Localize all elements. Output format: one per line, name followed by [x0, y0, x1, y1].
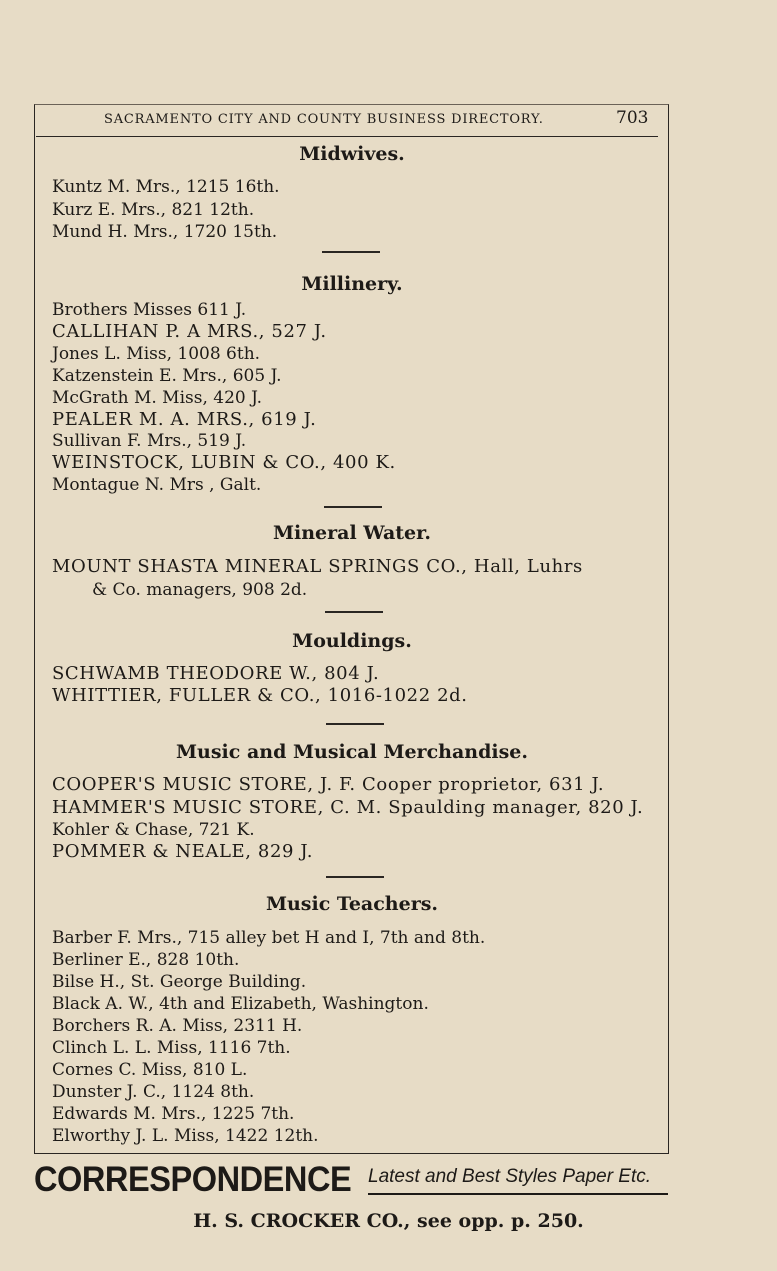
list-item: Kohler & Chase, 721 K.	[52, 820, 255, 840]
section-title-millinery: Millinery.	[301, 273, 403, 295]
list-item: Cornes C. Miss, 810 L.	[52, 1060, 248, 1080]
list-item: Edwards M. Mrs., 1225 7th.	[52, 1104, 295, 1124]
section-divider	[324, 506, 382, 508]
list-item: Sullivan F. Mrs., 519 J.	[52, 431, 247, 451]
section-divider	[325, 611, 383, 613]
list-item: CALLIHAN P. A MRS., 527 J.	[52, 321, 327, 342]
list-item: Barber F. Mrs., 715 alley bet H and I, 7th and 8th.	[52, 928, 486, 948]
list-item: Bilse H., St. George Building.	[52, 972, 307, 992]
list-item: McGrath M. Miss, 420 J.	[52, 388, 263, 408]
list-item: Elworthy J. L. Miss, 1422 12th.	[52, 1126, 319, 1146]
list-item: WEINSTOCK, LUBIN & CO., 400 K.	[52, 452, 396, 473]
list-item: SCHWAMB THEODORE W., 804 J.	[52, 663, 380, 684]
ad-footer: H. S. CROCKER CO., see opp. p. 250.	[193, 1210, 584, 1232]
list-item: WHITTIER, FULLER & CO., 1016-1022 2d.	[52, 685, 468, 706]
ad-rule	[368, 1193, 668, 1195]
list-item: Katzenstein E. Mrs., 605 J.	[52, 366, 282, 386]
list-item: Mund H. Mrs., 1720 15th.	[52, 222, 278, 242]
header-rule	[36, 136, 658, 137]
list-item: Kurz E. Mrs., 821 12th.	[52, 200, 255, 220]
list-item: Clinch L. L. Miss, 1116 7th.	[52, 1038, 291, 1058]
list-item: & Co. managers, 908 2d.	[92, 580, 308, 600]
list-item: Jones L. Miss, 1008 6th.	[52, 344, 261, 364]
list-item: HAMMER'S MUSIC STORE, C. M. Spaulding manager, 820 J.	[52, 797, 644, 818]
section-title-midwives: Midwives.	[299, 143, 405, 165]
section-title-mouldings: Mouldings.	[292, 630, 412, 652]
list-item: Berliner E., 828 10th.	[52, 950, 240, 970]
running-title: SACRAMENTO CITY AND COUNTY BUSINESS DIRECTORY.	[104, 112, 544, 127]
list-item: Borchers R. A. Miss, 2311 H.	[52, 1016, 303, 1036]
list-item: PEALER M. A. MRS., 619 J.	[52, 409, 317, 430]
list-item: Montague N. Mrs , Galt.	[52, 475, 262, 495]
section-title-mineral-water: Mineral Water.	[272, 522, 432, 544]
list-item: MOUNT SHASTA MINERAL SPRINGS CO., Hall, Luhrs	[52, 556, 583, 577]
ad-headline: CORRESPONDENCE	[34, 1160, 352, 1199]
page-number: 703	[616, 108, 649, 128]
list-item: COOPER'S MUSIC STORE, J. F. Cooper proprietor, 631 J.	[52, 774, 605, 795]
list-item: Dunster J. C., 1124 8th.	[52, 1082, 255, 1102]
list-item: POMMER & NEALE, 829 J.	[52, 841, 314, 862]
list-item: Kuntz M. Mrs., 1215 16th.	[52, 177, 280, 197]
list-item: Brothers Misses 611 J.	[52, 300, 247, 320]
section-divider	[326, 876, 384, 878]
section-title-music: Music and Musical Merchandise.	[176, 741, 528, 763]
ad-tagline: Latest and Best Styles Paper Etc.	[368, 1166, 652, 1187]
section-title-music-teachers: Music Teachers.	[265, 893, 439, 915]
section-divider	[326, 723, 384, 725]
list-item: Black A. W., 4th and Elizabeth, Washington.	[52, 994, 429, 1014]
section-divider	[322, 251, 380, 253]
